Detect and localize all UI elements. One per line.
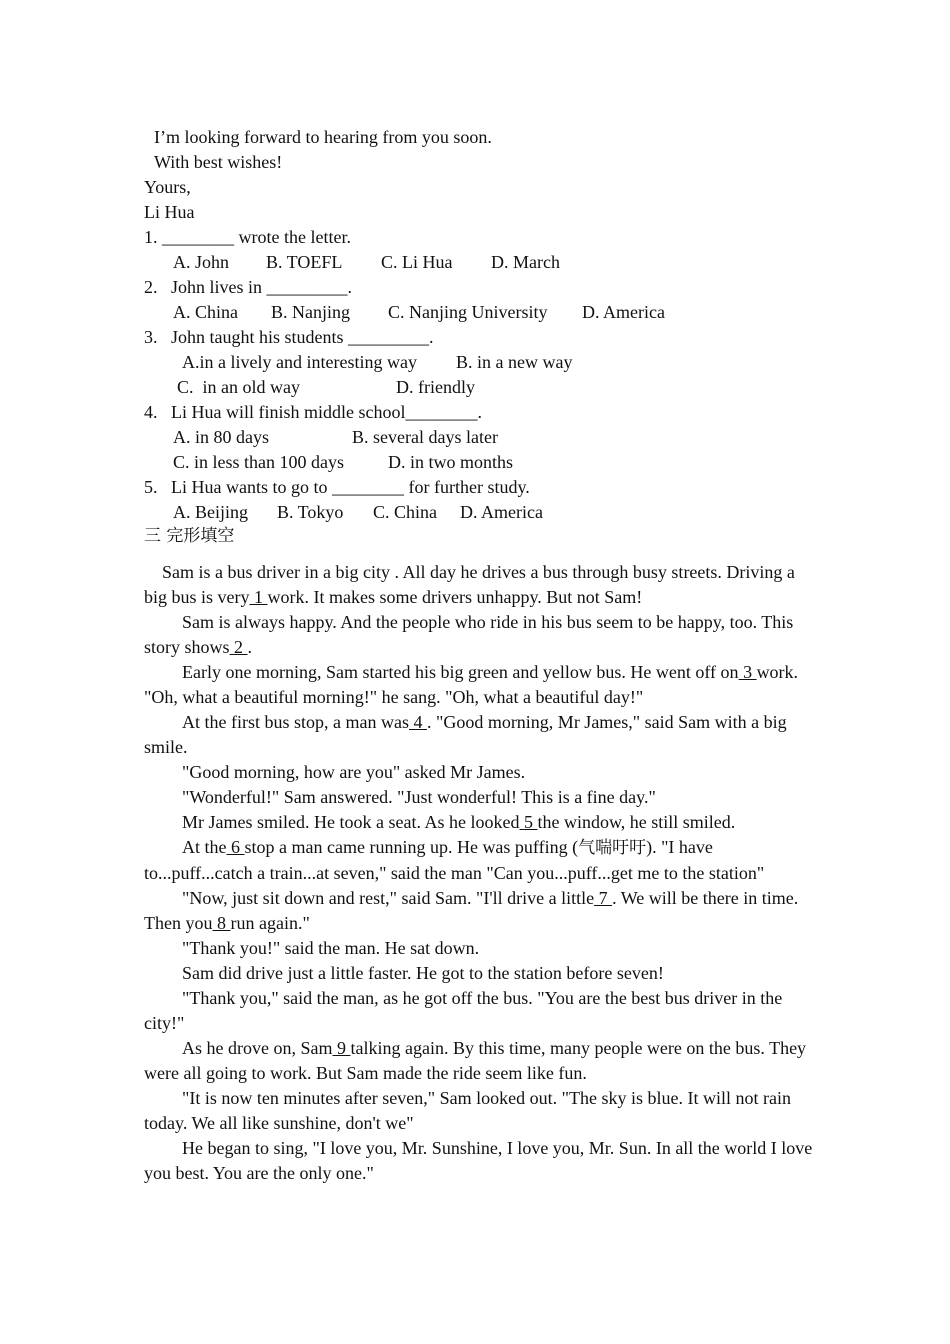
passage-paragraph-13: As he drove on, Sam 9 talking again. By this time, many people were on the bus. They were all going to work. But Sam made the ride seem like fun.	[144, 1038, 807, 1083]
question-1-stem: 1. ________ wrote the letter.	[144, 227, 351, 247]
section-title: 三 完形填空	[144, 526, 235, 546]
question-2-option-c: C. Nanjing University	[388, 302, 548, 322]
question-1-option-d: D. March	[491, 252, 560, 272]
blank-1: 1	[249, 587, 268, 607]
passage-paragraph-3: Early one morning, Sam started his big green and yellow bus. He went off on 3 work. "Oh, what a beautiful morning!" he sang. "Oh, what a beautiful day!"	[144, 662, 799, 707]
question-5-option-c: C. China	[373, 502, 438, 522]
passage-paragraph-1: Sam is a bus driver in a big city . All day he drives a bus through busy streets. Driving a big bus is very 1 work. It makes some drivers unhappy. But not Sam!	[144, 562, 795, 607]
blank-8: 8	[212, 913, 231, 933]
cloze-passage	[144, 560, 814, 1186]
passage-paragraph-7: Mr James smiled. He took a seat. As he looked 5 the window, he still smiled.	[182, 812, 736, 832]
passage-paragraph-2: Sam is always happy. And the people who ride in his bus seem to be happy, too. This story shows 2 .	[144, 612, 794, 657]
blank-2: 2	[229, 637, 248, 657]
passage-paragraph-9: "Now, just sit down and rest," said Sam. "I'll drive a little 7 . We will be there in time. Then you 8 run again."	[144, 888, 799, 933]
question-3-option-b: B. in a new way	[456, 352, 573, 372]
letter-closing-line: I’m looking forward to hearing from you soon.	[154, 127, 492, 147]
question-2-option-b: B. Nanjing	[271, 302, 350, 322]
question-3-option-a: A.in a lively and interesting way	[182, 352, 417, 372]
question-1-option-c: C. Li Hua	[381, 252, 453, 272]
passage-paragraph-11: Sam did drive just a little faster. He got to the station before seven!	[182, 963, 664, 983]
question-3-option-c: C. in an old way	[177, 377, 300, 397]
question-4-stem: 4. Li Hua will finish middle school________.	[144, 402, 482, 422]
question-5-option-d: D. America	[460, 502, 543, 522]
passage-paragraph-6: "Wonderful!" Sam answered. "Just wonderful! This is a fine day."	[182, 787, 656, 807]
blank-7: 7	[594, 888, 613, 908]
question-4-option-a: A. in 80 days	[173, 427, 269, 447]
question-4-option-d: D. in two months	[388, 452, 514, 472]
question-2-stem: 2. John lives in _________.	[144, 277, 353, 297]
question-3-option-d: D. friendly	[396, 377, 475, 397]
letter-sign-yours: Yours,	[144, 177, 191, 197]
question-3-stem: 3. John taught his students _________.	[144, 327, 434, 347]
question-1-option-b: B. TOEFL	[266, 252, 343, 272]
question-5-option-b: B. Tokyo	[277, 502, 344, 522]
question-4-option-c: C. in less than 100 days	[173, 452, 344, 472]
letter-wishes-line: With best wishes!	[154, 152, 283, 172]
question-4-option-b: B. several days later	[352, 427, 498, 447]
blank-6: 6	[226, 837, 245, 857]
passage-paragraph-12: "Thank you," said the man, as he got off the bus. "You are the best bus driver in the city!"	[144, 988, 783, 1033]
question-2-option-d: D. America	[582, 302, 665, 322]
passage-paragraph-10: "Thank you!" said the man. He sat down.	[182, 938, 480, 958]
question-2-option-a: A. China	[173, 302, 238, 322]
passage-paragraph-4: At the first bus stop, a man was 4 . "Good morning, Mr James," said Sam with a big smile.	[144, 712, 787, 757]
question-5-stem: 5. Li Hua wants to go to ________ for further study.	[144, 477, 530, 497]
passage-paragraph-14: "It is now ten minutes after seven," Sam looked out. "The sky is blue. It will not rain today. We all like sunshine, don't we"	[144, 1088, 791, 1133]
blank-4: 4	[408, 712, 427, 732]
blank-9: 9	[332, 1038, 351, 1058]
blank-5: 5	[519, 812, 538, 832]
passage-paragraph-5: "Good morning, how are you" asked Mr James.	[182, 762, 526, 782]
passage-paragraph-8: At the 6 stop a man came running up. He was puffing (气喘吁吁). "I have to...puff...catch a train...at seven," said the man "Can you...puff...get me to the station"	[144, 837, 765, 883]
blank-3: 3	[738, 662, 757, 682]
passage-paragraph-15: He began to sing, "I love you, Mr. Sunshine, I love you, Mr. Sun. In all the world I love you best. You are the only one."	[144, 1138, 813, 1183]
question-1-option-a: A. John	[173, 252, 230, 272]
letter-sign-name: Li Hua	[144, 202, 195, 222]
question-5-option-a: A. Beijing	[173, 502, 248, 522]
